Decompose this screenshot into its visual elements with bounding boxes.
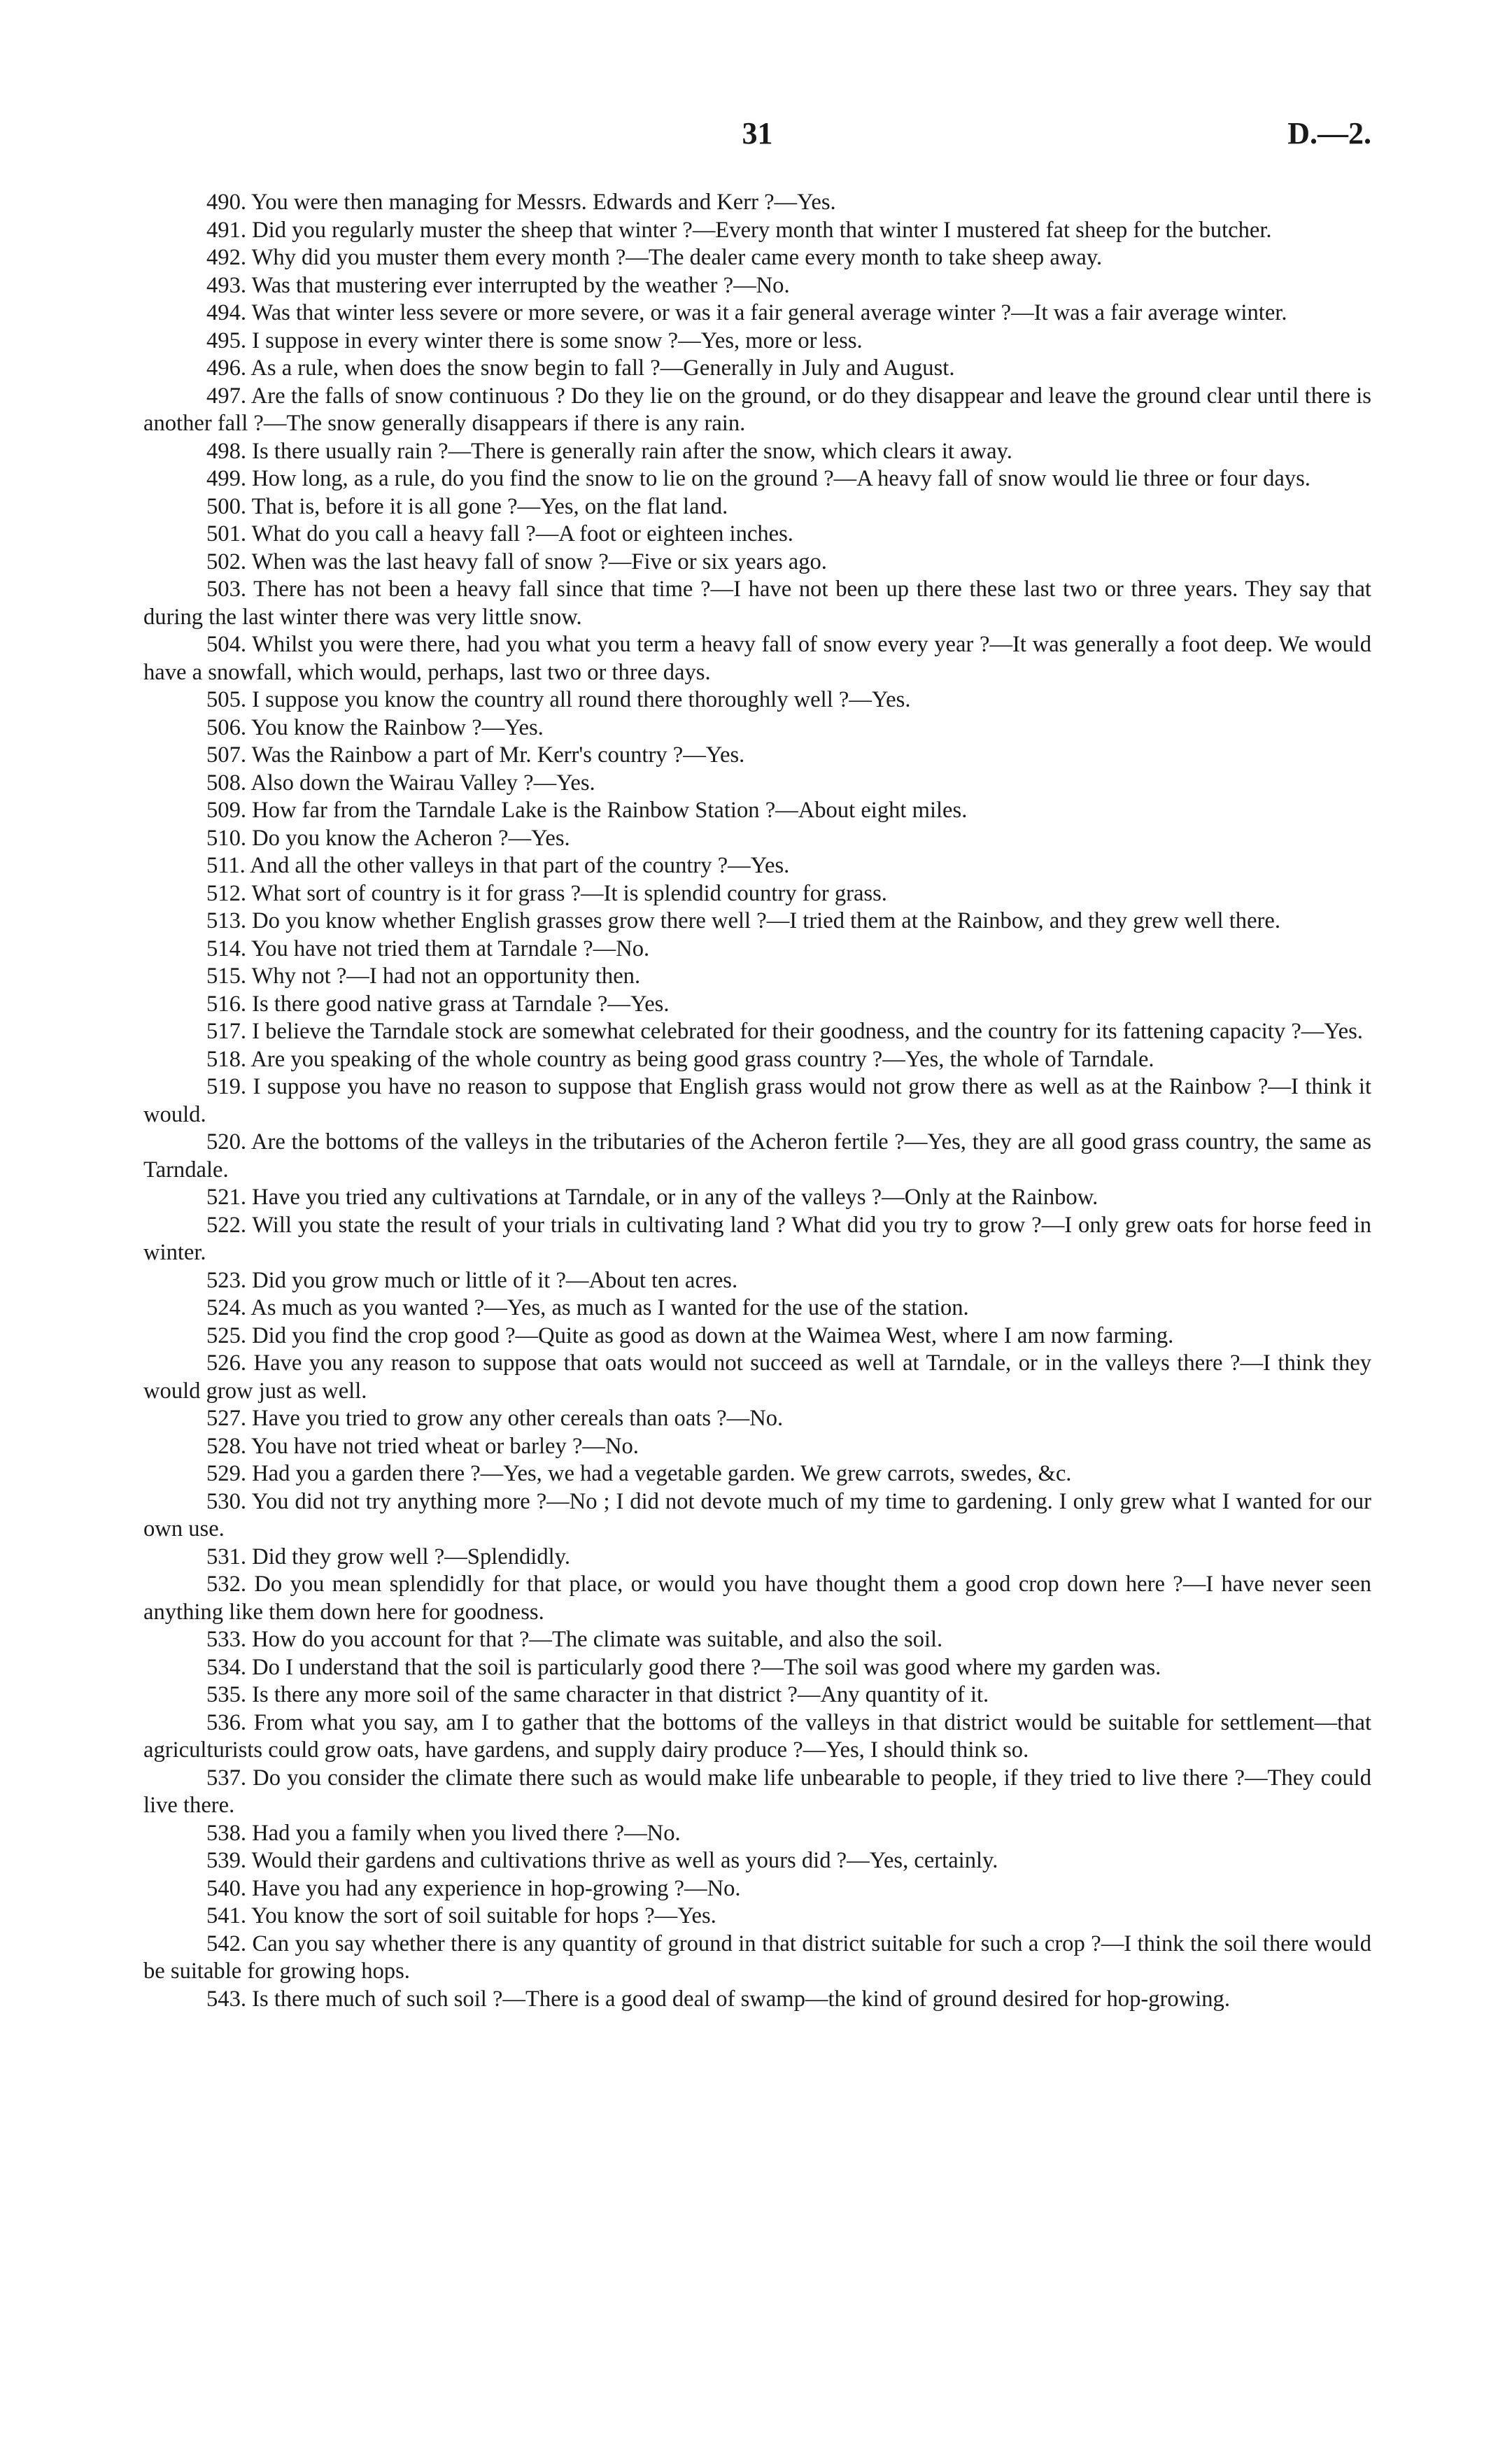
question-answer-paragraph: 510. Do you know the Acheron ?—Yes.	[206, 825, 570, 851]
question-answer-paragraph: 509. How far from the Tarndale Lake is the Rainbow Station ?—About eight miles.	[206, 798, 968, 823]
question-answer-paragraph: 534. Do I understand that the soil is particularly good there ?—The soil was good where my garden was.	[206, 1654, 1161, 1680]
question-answer-paragraph: 493. Was that mustering ever interrupted by the weather ?—No.	[206, 272, 790, 298]
question-answer-paragraph: 507. Was the Rainbow a part of Mr. Kerr's country ?—Yes.	[206, 742, 745, 768]
question-answer-paragraph: 538. Had you a family when you lived there ?—No.	[206, 1820, 681, 1846]
question-answer-paragraph: 505. I suppose you know the country all round there thoroughly well ?—Yes.	[206, 687, 911, 712]
question-answer-paragraph: 525. Did you find the crop good ?—Quite as good as down at the Waimea West, where I am now farming.	[206, 1322, 1174, 1348]
question-answer-paragraph: 490. You were then managing for Messrs. Edwards and Kerr ?—Yes.	[206, 190, 836, 215]
question-answer-paragraph: 524. As much as you wanted ?—Yes, as much as I wanted for the use of the station.	[206, 1295, 969, 1320]
page-number: 31	[742, 116, 773, 150]
question-answer-paragraph: 532. Do you mean splendidly for that place, or would you have thought them a good crop down here ?—I have never seen anything like them down here for goodness.	[143, 1572, 1371, 1625]
question-answer-paragraph: 540. Have you had any experience in hop-growing ?—No.	[206, 1875, 741, 1901]
document-reference: D.—2.	[1287, 116, 1371, 150]
question-answer-paragraph: 543. Is there much of such soil ?—There is a good deal of swamp—the kind of ground desired for hop-growing.	[206, 1986, 1230, 2012]
question-answer-paragraph: 536. From what you say, am I to gather that the bottoms of the valleys in that district would be suitable for settlement—that agriculturists could grow oats, have gardens, and supply dairy produce ?—Yes, I should think so.	[143, 1709, 1371, 1763]
question-answer-paragraph: 496. As a rule, when does the snow begin to fall ?—Generally in July and August.	[206, 355, 955, 381]
question-answer-paragraph: 541. You know the sort of soil suitable for hops ?—Yes.	[206, 1903, 716, 1928]
question-answer-paragraph: 502. When was the last heavy fall of snow ?—Five or six years ago.	[206, 549, 827, 574]
question-answer-paragraph: 529. Had you a garden there ?—Yes, we had a vegetable garden. We grew carrots, swedes, &c.	[206, 1461, 1072, 1486]
question-answer-paragraph: 514. You have not tried them at Tarndale ?—No.	[206, 936, 650, 961]
question-answer-paragraph: 518. Are you speaking of the whole country as being good grass country ?—Yes, the whole of Tarndale.	[206, 1046, 1154, 1072]
page-header	[143, 115, 1371, 164]
question-answer-paragraph: 506. You know the Rainbow ?—Yes.	[206, 714, 544, 740]
question-answer-paragraph: 511. And all the other valleys in that part of the country ?—Yes.	[206, 853, 790, 878]
question-answer-paragraph: 523. Did you grow much or little of it ?—About ten acres.	[206, 1267, 738, 1293]
question-answer-paragraph: 500. That is, before it is all gone ?—Yes, on the flat land.	[206, 493, 728, 519]
question-answer-paragraph: 539. Would their gardens and cultivations thrive as well as yours did ?—Yes, certainly.	[206, 1848, 998, 1873]
question-answer-paragraph: 498. Is there usually rain ?—There is generally rain after the snow, which clears it away.	[206, 438, 1012, 464]
question-answer-paragraph: 528. You have not tried wheat or barley ?—No.	[206, 1433, 639, 1459]
question-answer-paragraph: 516. Is there good native grass at Tarndale ?—Yes.	[206, 991, 670, 1017]
question-answer-paragraph: 522. Will you state the result of your trials in cultivating land ? What did you try to grow ?—I only grew oats for horse feed in winter.	[143, 1212, 1371, 1265]
question-answer-paragraph: 526. Have you any reason to suppose that oats would not succeed as well at Tarndale, or in the valleys there ?—I think they would grow just as well.	[143, 1350, 1371, 1404]
question-answer-paragraph: 533. How do you account for that ?—The climate was suitable, and also the soil.	[206, 1627, 943, 1652]
question-answer-paragraph: 494. Was that winter less severe or more severe, or was it a fair general average winter ?—It was a fair average winter.	[206, 300, 1287, 325]
question-answer-paragraph: 521. Have you tried any cultivations at Tarndale, or in any of the valleys ?—Only at the Rainbow.	[206, 1185, 1098, 1210]
question-answer-paragraph: 535. Is there any more soil of the same character in that district ?—Any quantity of it.	[206, 1682, 989, 1707]
question-answer-paragraph: 530. You did not try anything more ?—No ; I did not devote much of my time to gardening. I only grew what I wanted for our own use.	[143, 1488, 1371, 1541]
question-answer-paragraph: 492. Why did you muster them every month ?—The dealer came every month to take sheep away.	[206, 245, 1103, 270]
question-answer-paragraph: 517. I believe the Tarndale stock are somewhat celebrated for their goodness, and the country for its fattening capacity ?—Yes.	[206, 1019, 1363, 1044]
question-answer-paragraph: 491. Did you regularly muster the sheep that winter ?—Every month that winter I mustered fat sheep for the butcher.	[206, 217, 1272, 243]
question-answer-paragraph: 527. Have you tried to grow any other cereals than oats ?—No.	[206, 1406, 784, 1431]
question-answer-paragraph: 497. Are the falls of snow continuous ? Do they lie on the ground, or do they disappear and leave the ground clear until there is another fall ?—The snow generally disappears if there is any rain.	[143, 383, 1371, 436]
question-answer-paragraph: 508. Also down the Wairau Valley ?—Yes.	[206, 770, 595, 796]
question-answer-paragraph: 537. Do you consider the climate there such as would make life unbearable to people, if they tried to live there ?—They could live there.	[143, 1765, 1371, 1818]
question-answer-paragraph: 531. Did they grow well ?—Splendidly.	[206, 1544, 570, 1569]
evidence-text	[143, 189, 1371, 2013]
question-answer-paragraph: 542. Can you say whether there is any quantity of ground in that district suitable for such a crop ?—I think the soil there would be suitable for growing hops.	[143, 1931, 1371, 1984]
question-answer-paragraph: 495. I suppose in every winter there is some snow ?—Yes, more or less.	[206, 327, 863, 353]
question-answer-paragraph: 512. What sort of country is it for grass ?—It is splendid country for grass.	[206, 880, 887, 906]
question-answer-paragraph: 515. Why not ?—I had not an opportunity then.	[206, 964, 641, 989]
question-answer-paragraph: 520. Are the bottoms of the valleys in the tributaries of the Acheron fertile ?—Yes, they are all good grass country, the same as Tarndale.	[143, 1129, 1371, 1183]
question-answer-paragraph: 513. Do you know whether English grasses grow there well ?—I tried them at the Rainbow, and they grew well there.	[206, 908, 1280, 933]
question-answer-paragraph: 519. I suppose you have no reason to suppose that English grass would not grow there as well as at the Rainbow ?—I think it would.	[143, 1074, 1371, 1127]
question-answer-paragraph: 501. What do you call a heavy fall ?—A foot or eighteen inches.	[206, 521, 793, 546]
question-answer-paragraph: 503. There has not been a heavy fall since that time ?—I have not been up there these last two or three years. They say that during the last winter there was very little snow.	[143, 577, 1371, 630]
question-answer-paragraph: 499. How long, as a rule, do you find the snow to lie on the ground ?—A heavy fall of snow would lie three or four days.	[206, 466, 1310, 491]
question-answer-paragraph: 504. Whilst you were there, had you what you term a heavy fall of snow every year ?—It was generally a foot deep. We would have a snowfall, which would, perhaps, last two or three days.	[143, 632, 1371, 685]
